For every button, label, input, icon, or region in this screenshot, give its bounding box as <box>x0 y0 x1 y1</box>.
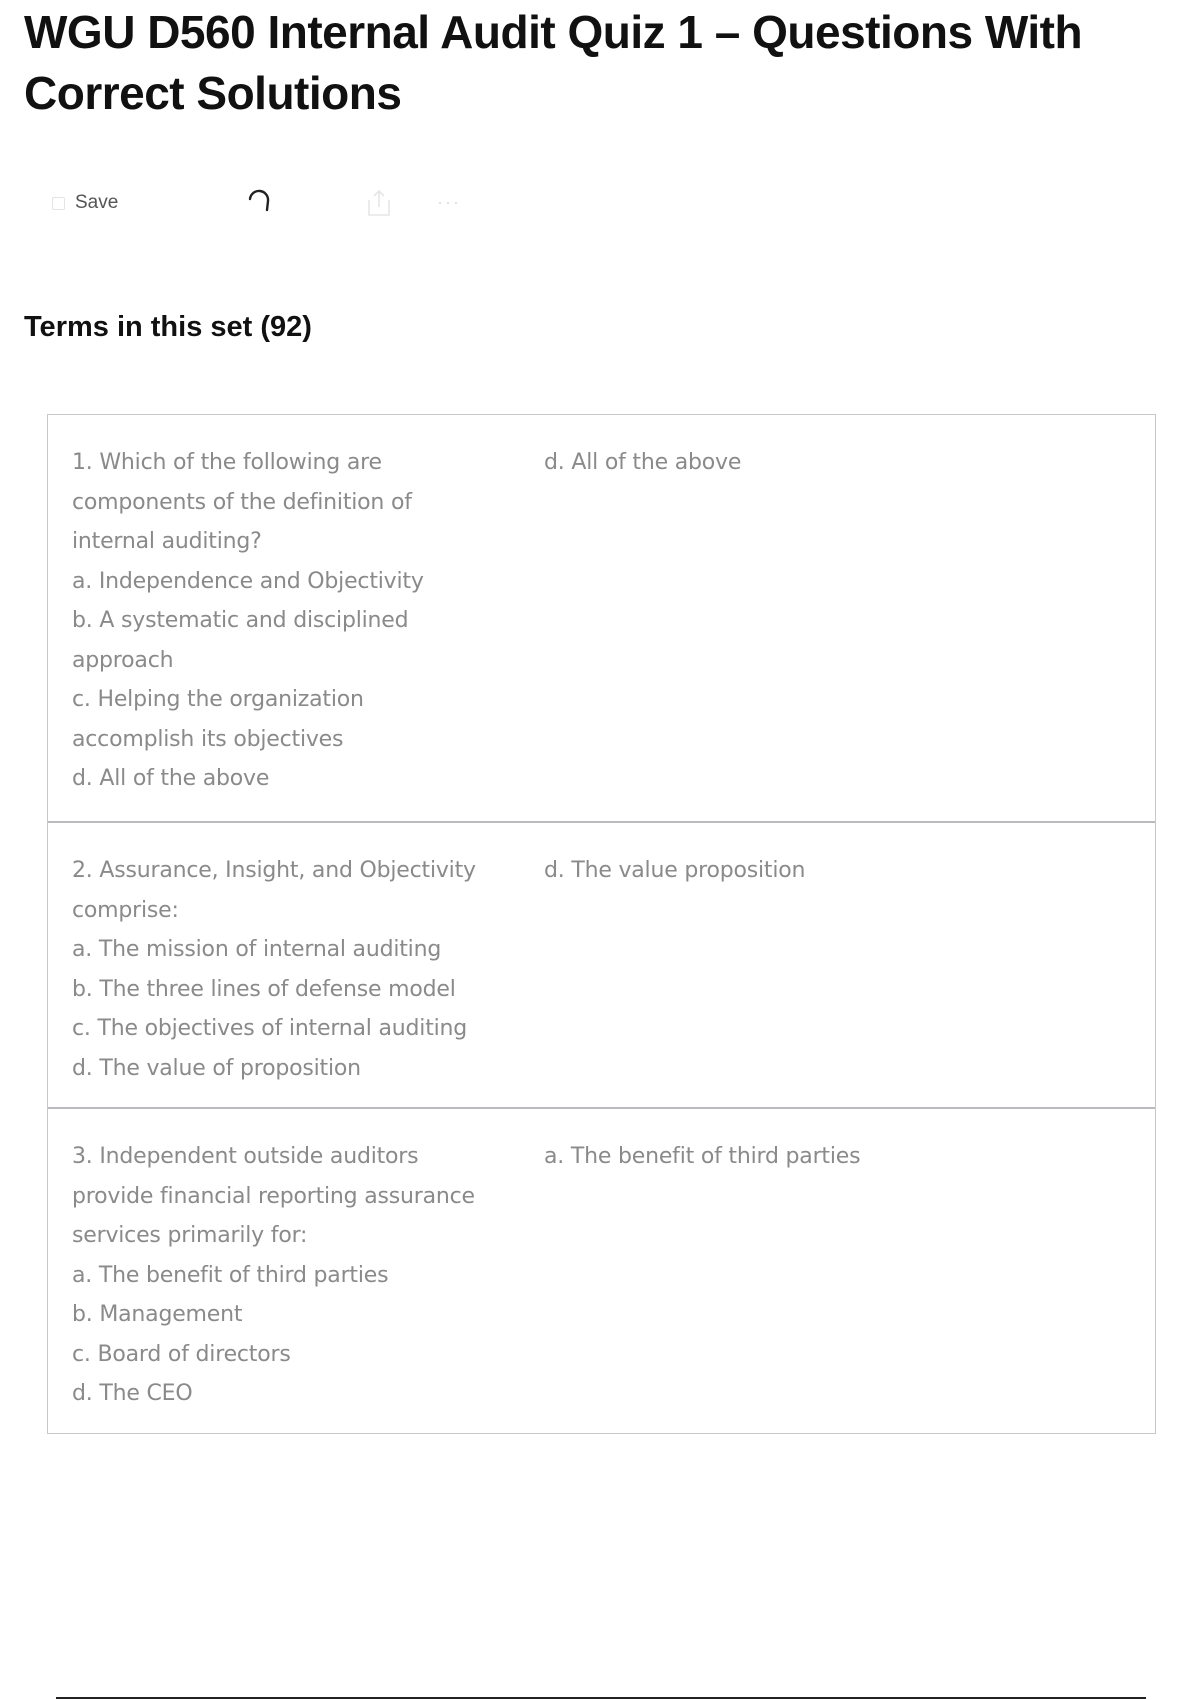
more-icon[interactable]: ··· <box>437 192 461 212</box>
term-row <box>48 821 1155 1107</box>
question-line: b. Management <box>72 1302 243 1327</box>
toolbar <box>52 188 512 224</box>
term-row <box>48 415 1155 821</box>
terms-table <box>47 414 1156 1434</box>
question-line: b. The three lines of defense model <box>72 976 456 1002</box>
terms-heading: Terms in this set (92) <box>24 311 312 343</box>
question-line: services primarily for: <box>72 1223 308 1248</box>
term-answer: d. All of the above <box>544 450 742 475</box>
save-label: Save <box>75 192 119 213</box>
question-line: d. All of the above <box>72 766 270 791</box>
question-line: c. Board of directors <box>72 1341 291 1367</box>
question-line: provide financial reporting assurance <box>72 1183 475 1209</box>
share-icon[interactable] <box>365 188 393 218</box>
checkbox-icon <box>52 197 65 210</box>
page-title-line-2: Correct Solutions <box>24 67 402 119</box>
question-line: d. The CEO <box>72 1381 193 1406</box>
question-line: approach <box>72 647 174 673</box>
spinner-icon <box>244 188 274 218</box>
question-line: 2. Assurance, Insight, and Objectivity <box>72 858 476 883</box>
page-title-line-1: WGU D560 Internal Audit Quiz 1 – Questions With <box>24 6 1083 58</box>
question-line: c. The objectives of internal auditing <box>72 1016 468 1041</box>
term-question <box>72 851 502 1088</box>
term-question <box>72 443 502 799</box>
question-line: c. Helping the organization <box>72 687 364 712</box>
question-line: internal auditing? <box>72 529 262 554</box>
question-line: b. A systematic and disciplined <box>72 608 409 633</box>
question-line: accomplish its objectives <box>72 726 344 752</box>
save-button[interactable] <box>52 192 118 214</box>
question-line: 3. Independent outside auditors <box>72 1144 419 1169</box>
question-line: comprise: <box>72 897 179 923</box>
question-line: 1. Which of the following are <box>72 450 382 475</box>
term-row <box>48 1107 1155 1433</box>
term-question <box>72 1137 502 1414</box>
question-line: components of the definition of <box>72 489 412 515</box>
term-answer: a. The benefit of third parties <box>544 1144 861 1169</box>
term-answer: d. The value proposition <box>544 858 806 883</box>
question-line: a. Independence and Objectivity <box>72 568 424 594</box>
question-line: a. The mission of internal auditing <box>72 937 442 962</box>
question-line: a. The benefit of third parties <box>72 1262 389 1288</box>
question-line: d. The value of proposition <box>72 1055 361 1081</box>
bottom-divider <box>56 1697 1146 1699</box>
page-title <box>24 2 1174 124</box>
